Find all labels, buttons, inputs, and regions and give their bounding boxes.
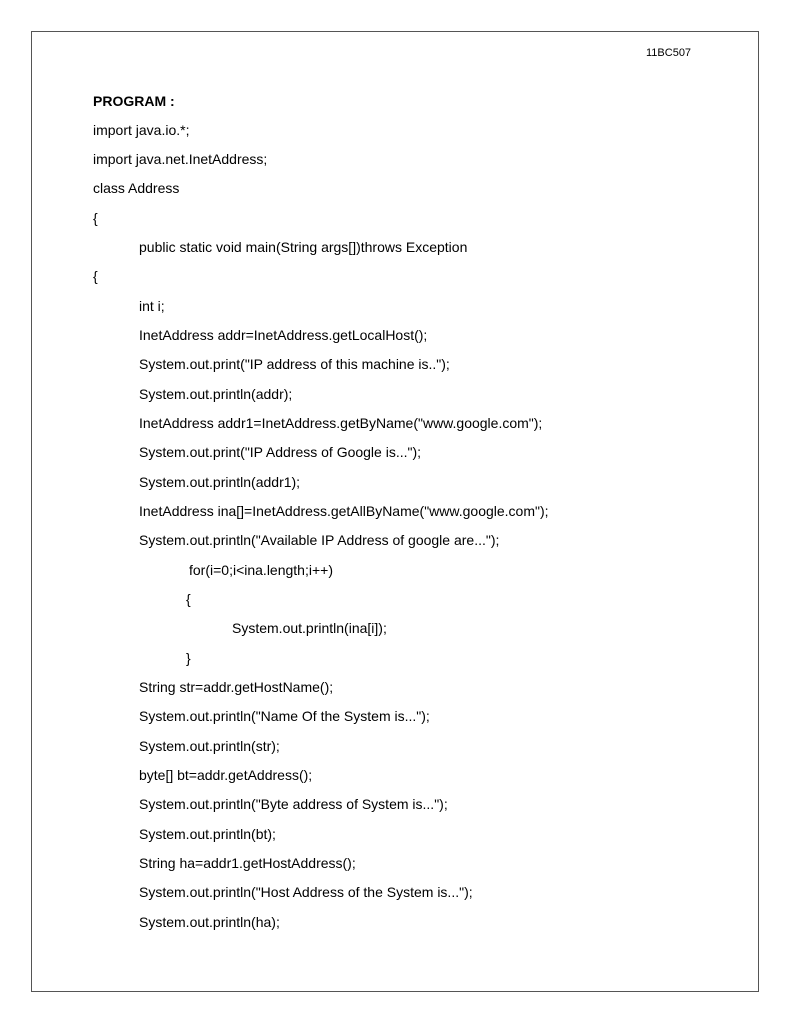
code-line: byte[] bt=addr.getAddress(); [139,767,313,783]
code-line: System.out.println("Name Of the System is..."); [139,708,430,724]
program-heading: PROGRAM : [93,93,175,109]
code-line: } [186,650,191,666]
code-line: System.out.print("IP Address of Google is..."); [139,444,422,460]
code-line: { [93,268,98,284]
code-line: System.out.println(addr1); [139,474,301,490]
code-line: System.out.println("Host Address of the System is..."); [139,884,473,900]
code-line: String str=addr.getHostName(); [139,679,334,695]
code-line: { [93,210,98,226]
code-line: { [186,591,191,607]
code-line: System.out.println(str); [139,738,280,754]
code-line: System.out.println("Byte address of System is..."); [139,796,448,812]
code-line: System.out.println(bt); [139,826,276,842]
code-line: System.out.println(addr); [139,386,293,402]
code-line: InetAddress addr=InetAddress.getLocalHost(); [139,327,428,343]
code-line: System.out.print("IP address of this machine is.."); [139,356,450,372]
code-line: System.out.println(ina[i]); [232,620,387,636]
code-line: System.out.println(ha); [139,914,280,930]
page-id: 11BC507 [646,47,692,59]
code-line: String ha=addr1.getHostAddress(); [139,855,356,871]
code-line: import java.net.InetAddress; [93,151,268,167]
code-line: import java.io.*; [93,122,190,138]
code-line: InetAddress ina[]=InetAddress.getAllByName("www.google.com"); [139,503,549,519]
code-line: public static void main(String args[])throws Exception [139,239,468,255]
code-line: InetAddress addr1=InetAddress.getByName("www.google.com"); [139,415,543,431]
code-line: class Address [93,180,180,196]
code-line: System.out.println("Available IP Address of google are..."); [139,532,500,548]
code-line: for(i=0;i<ina.length;i++) [189,562,333,578]
code-line: int i; [139,298,165,314]
